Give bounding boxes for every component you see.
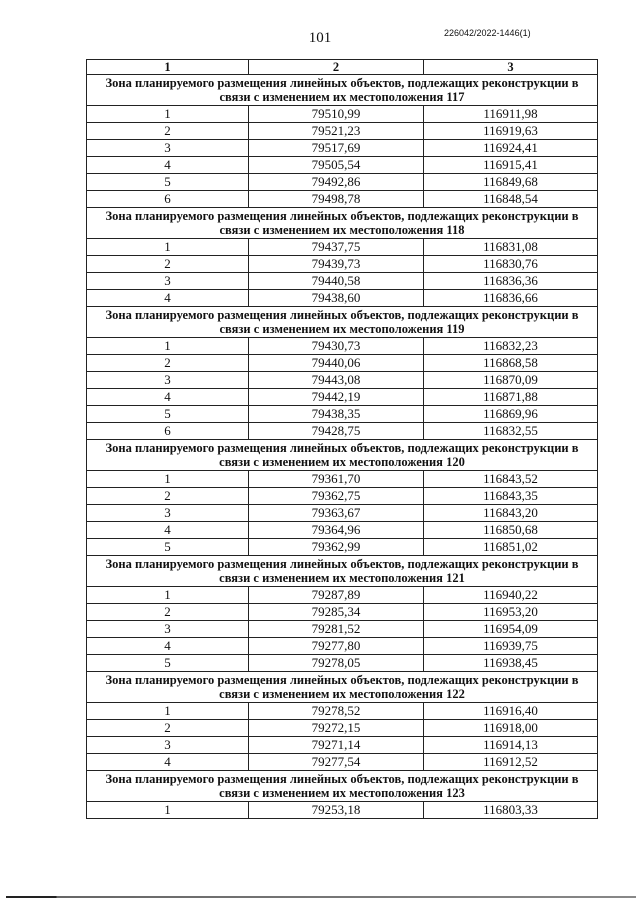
table-row	[87, 802, 598, 819]
zone-title-row	[87, 75, 598, 106]
zone-title-row	[87, 556, 598, 587]
point-number-cell: 4	[87, 157, 249, 174]
x-coordinate-cell: 79428,75	[249, 423, 424, 440]
x-coordinate-cell: 79430,73	[249, 338, 424, 355]
table-row	[87, 157, 598, 174]
x-coordinate-cell: 79287,89	[249, 587, 424, 604]
x-coordinate-cell: 79443,08	[249, 372, 424, 389]
point-number-cell: 4	[87, 522, 249, 539]
x-coordinate-cell: 79362,75	[249, 488, 424, 505]
point-number-cell: 2	[87, 256, 249, 273]
y-coordinate-cell: 116919,63	[424, 123, 598, 140]
table-row	[87, 621, 598, 638]
x-coordinate-cell: 79492,86	[249, 174, 424, 191]
zone-title: Зона планируемого размещения линейных объектов, подлежащих реконструкции в связи с изменением их местоположения 121	[87, 556, 598, 587]
table-row	[87, 256, 598, 273]
table-row	[87, 737, 598, 754]
x-coordinate-cell: 79438,35	[249, 406, 424, 423]
zone-title-row	[87, 771, 598, 802]
y-coordinate-cell: 116803,33	[424, 802, 598, 819]
y-coordinate-cell: 116832,23	[424, 338, 598, 355]
table-row	[87, 604, 598, 621]
x-coordinate-cell: 79440,58	[249, 273, 424, 290]
y-coordinate-cell: 116938,45	[424, 655, 598, 672]
point-number-cell: 2	[87, 488, 249, 505]
y-coordinate-cell: 116915,41	[424, 157, 598, 174]
x-coordinate-cell: 79361,70	[249, 471, 424, 488]
zone-title: Зона планируемого размещения линейных объектов, подлежащих реконструкции в связи с изменением их местоположения 123	[87, 771, 598, 802]
x-coordinate-cell: 79521,23	[249, 123, 424, 140]
point-number-cell: 3	[87, 505, 249, 522]
y-coordinate-cell: 116832,55	[424, 423, 598, 440]
table-row	[87, 174, 598, 191]
point-number-cell: 1	[87, 338, 249, 355]
y-coordinate-cell: 116869,96	[424, 406, 598, 423]
table-row	[87, 239, 598, 256]
point-number-cell: 2	[87, 604, 249, 621]
table-row	[87, 106, 598, 123]
point-number-cell: 6	[87, 423, 249, 440]
y-coordinate-cell: 116830,76	[424, 256, 598, 273]
x-coordinate-cell: 79272,15	[249, 720, 424, 737]
y-coordinate-cell: 116843,20	[424, 505, 598, 522]
x-coordinate-cell: 79277,54	[249, 754, 424, 771]
point-number-cell: 3	[87, 140, 249, 157]
table-row	[87, 338, 598, 355]
y-coordinate-cell: 116918,00	[424, 720, 598, 737]
x-coordinate-cell: 79285,34	[249, 604, 424, 621]
table-row	[87, 522, 598, 539]
zone-title-row	[87, 208, 598, 239]
table-row	[87, 273, 598, 290]
x-coordinate-cell: 79498,78	[249, 191, 424, 208]
table-row	[87, 539, 598, 556]
y-coordinate-cell: 116954,09	[424, 621, 598, 638]
table-row	[87, 655, 598, 672]
point-number-cell: 4	[87, 290, 249, 307]
table-row	[87, 191, 598, 208]
point-number-cell: 1	[87, 239, 249, 256]
x-coordinate-cell: 79442,19	[249, 389, 424, 406]
zone-title: Зона планируемого размещения линейных объектов, подлежащих реконструкции в связи с изменением их местоположения 119	[87, 307, 598, 338]
column-header-3: 3	[424, 60, 598, 75]
y-coordinate-cell: 116940,22	[424, 587, 598, 604]
x-coordinate-cell: 79438,60	[249, 290, 424, 307]
table-row	[87, 587, 598, 604]
coordinates-table-body	[87, 60, 598, 819]
point-number-cell: 1	[87, 587, 249, 604]
point-number-cell: 3	[87, 372, 249, 389]
x-coordinate-cell: 79271,14	[249, 737, 424, 754]
point-number-cell: 5	[87, 655, 249, 672]
zone-title: Зона планируемого размещения линейных объектов, подлежащих реконструкции в связи с изменением их местоположения 122	[87, 672, 598, 703]
zone-title: Зона планируемого размещения линейных объектов, подлежащих реконструкции в связи с изменением их местоположения 118	[87, 208, 598, 239]
y-coordinate-cell: 116911,98	[424, 106, 598, 123]
table-row	[87, 505, 598, 522]
point-number-cell: 4	[87, 389, 249, 406]
table-row	[87, 372, 598, 389]
y-coordinate-cell: 116916,40	[424, 703, 598, 720]
column-header-1: 1	[87, 60, 249, 75]
table-header-row	[87, 60, 598, 75]
column-header-2: 2	[249, 60, 424, 75]
x-coordinate-cell: 79278,05	[249, 655, 424, 672]
y-coordinate-cell: 116843,52	[424, 471, 598, 488]
point-number-cell: 2	[87, 355, 249, 372]
table-row	[87, 123, 598, 140]
y-coordinate-cell: 116836,36	[424, 273, 598, 290]
table-row	[87, 290, 598, 307]
table-row	[87, 140, 598, 157]
zone-title-row	[87, 672, 598, 703]
table-row	[87, 423, 598, 440]
point-number-cell: 1	[87, 471, 249, 488]
x-coordinate-cell: 79281,52	[249, 621, 424, 638]
zone-title-row	[87, 307, 598, 338]
point-number-cell: 2	[87, 123, 249, 140]
x-coordinate-cell: 79437,75	[249, 239, 424, 256]
table-row	[87, 406, 598, 423]
y-coordinate-cell: 116836,66	[424, 290, 598, 307]
y-coordinate-cell: 116831,08	[424, 239, 598, 256]
page-number: 101	[308, 30, 332, 46]
point-number-cell: 5	[87, 539, 249, 556]
bottom-scan-line	[6, 896, 636, 898]
point-number-cell: 2	[87, 720, 249, 737]
y-coordinate-cell: 116912,52	[424, 754, 598, 771]
x-coordinate-cell: 79439,73	[249, 256, 424, 273]
point-number-cell: 6	[87, 191, 249, 208]
y-coordinate-cell: 116851,02	[424, 539, 598, 556]
y-coordinate-cell: 116953,20	[424, 604, 598, 621]
point-number-cell: 3	[87, 621, 249, 638]
point-number-cell: 5	[87, 406, 249, 423]
point-number-cell: 3	[87, 273, 249, 290]
x-coordinate-cell: 79364,96	[249, 522, 424, 539]
table-row	[87, 703, 598, 720]
x-coordinate-cell: 79363,67	[249, 505, 424, 522]
table-row	[87, 471, 598, 488]
y-coordinate-cell: 116914,13	[424, 737, 598, 754]
table-row	[87, 720, 598, 737]
y-coordinate-cell: 116850,68	[424, 522, 598, 539]
zone-title: Зона планируемого размещения линейных объектов, подлежащих реконструкции в связи с изменением их местоположения 117	[87, 75, 598, 106]
y-coordinate-cell: 116939,75	[424, 638, 598, 655]
x-coordinate-cell: 79362,99	[249, 539, 424, 556]
table-row	[87, 355, 598, 372]
point-number-cell: 5	[87, 174, 249, 191]
x-coordinate-cell: 79510,99	[249, 106, 424, 123]
document-code: 226042/2022-1446(1)	[444, 28, 531, 38]
y-coordinate-cell: 116848,54	[424, 191, 598, 208]
x-coordinate-cell: 79253,18	[249, 802, 424, 819]
zone-title-row	[87, 440, 598, 471]
coordinates-table	[86, 59, 598, 819]
y-coordinate-cell: 116843,35	[424, 488, 598, 505]
point-number-cell: 1	[87, 703, 249, 720]
x-coordinate-cell: 79440,06	[249, 355, 424, 372]
y-coordinate-cell: 116871,88	[424, 389, 598, 406]
y-coordinate-cell: 116924,41	[424, 140, 598, 157]
y-coordinate-cell: 116849,68	[424, 174, 598, 191]
table-row	[87, 488, 598, 505]
point-number-cell: 4	[87, 638, 249, 655]
y-coordinate-cell: 116868,58	[424, 355, 598, 372]
zone-title: Зона планируемого размещения линейных объектов, подлежащих реконструкции в связи с изменением их местоположения 120	[87, 440, 598, 471]
point-number-cell: 1	[87, 802, 249, 819]
x-coordinate-cell: 79277,80	[249, 638, 424, 655]
point-number-cell: 3	[87, 737, 249, 754]
point-number-cell: 4	[87, 754, 249, 771]
x-coordinate-cell: 79505,54	[249, 157, 424, 174]
x-coordinate-cell: 79278,52	[249, 703, 424, 720]
table-row	[87, 754, 598, 771]
point-number-cell: 1	[87, 106, 249, 123]
table-row	[87, 389, 598, 406]
table-row	[87, 638, 598, 655]
x-coordinate-cell: 79517,69	[249, 140, 424, 157]
y-coordinate-cell: 116870,09	[424, 372, 598, 389]
